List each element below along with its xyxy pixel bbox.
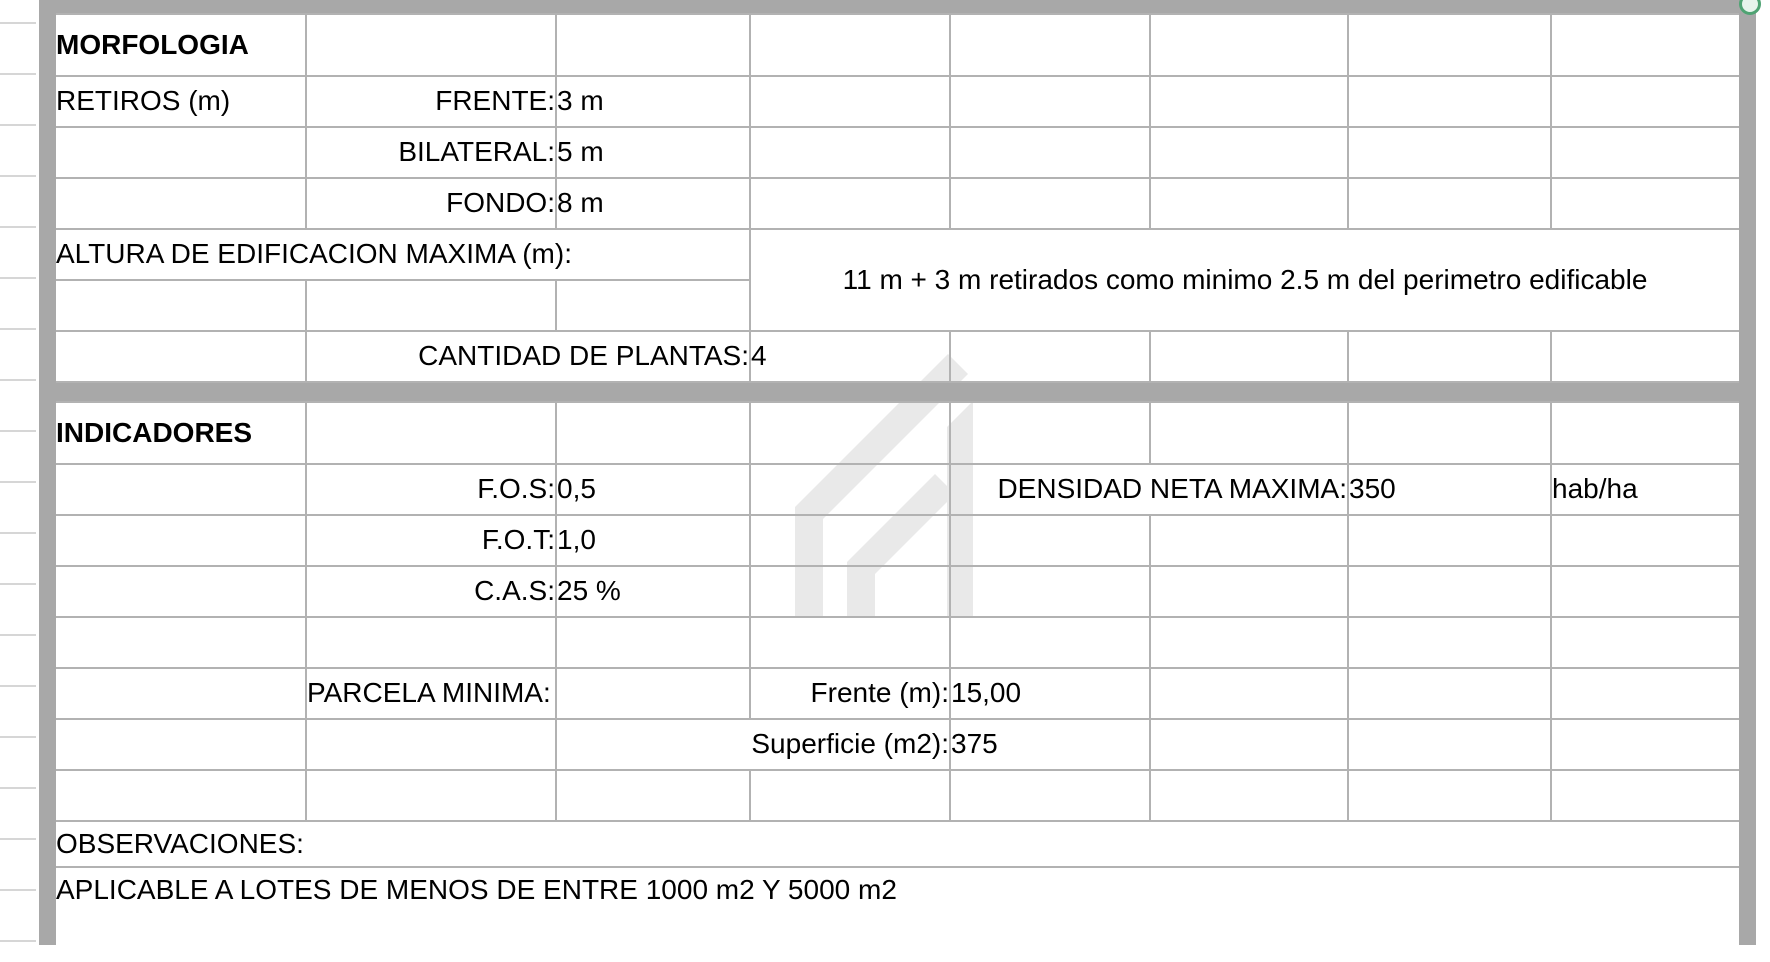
cell-fos-label[interactable]: F.O.S: — [306, 464, 556, 515]
cell-observaciones-note[interactable]: APLICABLE A LOTES DE MENOS DE ENTRE 1000 m2 Y 5000 m2 — [56, 867, 1739, 913]
cell[interactable] — [1348, 402, 1551, 464]
cell[interactable] — [750, 770, 950, 821]
cell[interactable] — [1551, 617, 1739, 668]
cell[interactable] — [1150, 719, 1348, 770]
cell[interactable] — [306, 280, 556, 331]
cell[interactable] — [750, 76, 950, 127]
row-gridline-ticks — [0, 0, 36, 962]
cell-parcela-frente-label[interactable]: Frente (m): — [750, 668, 950, 719]
cell-bilateral-label[interactable]: BILATERAL: — [306, 127, 556, 178]
cell[interactable] — [1150, 515, 1348, 566]
cell-retiros-label[interactable]: RETIROS (m) — [56, 76, 306, 127]
cell[interactable] — [750, 617, 950, 668]
cell-parcela-frente-value[interactable]: 15,00 — [950, 668, 1150, 719]
cell[interactable] — [950, 331, 1150, 382]
cell-cas-value[interactable]: 25 % — [556, 566, 750, 617]
cell-densidad-value[interactable]: 350 — [1348, 464, 1551, 515]
cell-plantas-label[interactable]: CANTIDAD DE PLANTAS: — [306, 331, 750, 382]
cell-observaciones-title[interactable]: OBSERVACIONES: — [56, 821, 1739, 867]
cell-fot-label[interactable]: F.O.T: — [306, 515, 556, 566]
cell-parcela-label[interactable]: PARCELA MINIMA: — [306, 668, 556, 719]
cell-densidad-label[interactable]: DENSIDAD NETA MAXIMA: — [950, 464, 1348, 515]
cell[interactable] — [306, 719, 556, 770]
cell[interactable] — [1150, 566, 1348, 617]
cell[interactable] — [950, 76, 1150, 127]
cell-altura-label[interactable]: ALTURA DE EDIFICACION MAXIMA (m): — [56, 229, 750, 280]
cell[interactable] — [1348, 617, 1551, 668]
cell[interactable] — [1348, 719, 1551, 770]
cell[interactable] — [56, 464, 306, 515]
indicadores-section — [56, 401, 1739, 913]
cell[interactable] — [950, 566, 1150, 617]
cell[interactable] — [556, 14, 750, 76]
selection-border-right — [1739, 0, 1756, 945]
cell-superficie-value[interactable]: 375 — [950, 719, 1150, 770]
cell[interactable] — [750, 127, 950, 178]
cell[interactable] — [750, 402, 950, 464]
cell[interactable] — [56, 280, 306, 331]
cell[interactable] — [306, 402, 556, 464]
cell[interactable] — [1348, 14, 1551, 76]
cell[interactable] — [1150, 617, 1348, 668]
cell[interactable] — [556, 280, 750, 331]
cell[interactable] — [1150, 668, 1348, 719]
cell[interactable] — [556, 668, 750, 719]
cell[interactable] — [1348, 770, 1551, 821]
cell[interactable] — [56, 719, 306, 770]
cell[interactable] — [1348, 331, 1551, 382]
cell-frente-value[interactable]: 3 m — [556, 76, 750, 127]
cell[interactable] — [1150, 14, 1348, 76]
cell-morfologia-title[interactable]: MORFOLOGIA — [56, 14, 306, 76]
cell-superficie-label[interactable]: Superficie (m2): — [556, 719, 950, 770]
cell-indicadores-title[interactable]: INDICADORES — [56, 402, 306, 464]
cell[interactable] — [306, 14, 556, 76]
cell-fondo-label[interactable]: FONDO: — [306, 178, 556, 229]
cell-fondo-value[interactable]: 8 m — [556, 178, 750, 229]
cell-bilateral-value[interactable]: 5 m — [556, 127, 750, 178]
cell[interactable] — [1348, 566, 1551, 617]
cell[interactable] — [56, 331, 306, 382]
cell-fot-value[interactable]: 1,0 — [556, 515, 750, 566]
cell[interactable] — [950, 402, 1150, 464]
cell[interactable] — [1348, 515, 1551, 566]
cell[interactable] — [950, 127, 1150, 178]
cell[interactable] — [1348, 668, 1551, 719]
cell[interactable] — [1551, 566, 1739, 617]
cell-altura-value[interactable]: 11 m + 3 m retirados como minimo 2.5 m del perimetro edificable — [750, 229, 1739, 331]
cell[interactable] — [1551, 331, 1739, 382]
cell[interactable] — [306, 770, 556, 821]
cell[interactable] — [950, 770, 1150, 821]
cell[interactable] — [1348, 127, 1551, 178]
cell-cas-label[interactable]: C.A.S: — [306, 566, 556, 617]
cell[interactable] — [1150, 127, 1348, 178]
cell[interactable] — [556, 402, 750, 464]
selection-border-top — [39, 0, 1756, 13]
cell[interactable] — [1551, 178, 1739, 229]
cell[interactable] — [1551, 719, 1739, 770]
cell[interactable] — [750, 566, 950, 617]
cell[interactable] — [56, 668, 306, 719]
morfologia-section — [56, 13, 1739, 383]
cell[interactable] — [750, 178, 950, 229]
cell[interactable] — [1150, 331, 1348, 382]
cell-plantas-value[interactable]: 4 — [750, 331, 950, 382]
cell[interactable] — [56, 617, 306, 668]
cell[interactable] — [1150, 76, 1348, 127]
cell[interactable] — [950, 14, 1150, 76]
cell[interactable] — [1551, 402, 1739, 464]
cell[interactable] — [56, 515, 306, 566]
cell[interactable] — [1551, 76, 1739, 127]
cell[interactable] — [556, 617, 750, 668]
cell[interactable] — [750, 515, 950, 566]
cell[interactable] — [750, 464, 950, 515]
cell[interactable] — [556, 770, 750, 821]
cell[interactable] — [1348, 76, 1551, 127]
cell[interactable] — [1150, 178, 1348, 229]
cell[interactable] — [1551, 515, 1739, 566]
cell-densidad-unit[interactable]: hab/ha — [1551, 464, 1739, 515]
cell[interactable] — [750, 14, 950, 76]
cell[interactable] — [56, 566, 306, 617]
cell[interactable] — [950, 515, 1150, 566]
cell-frente-label[interactable]: FRENTE: — [306, 76, 556, 127]
cell[interactable] — [1551, 127, 1739, 178]
cell[interactable] — [56, 178, 306, 229]
section-separator-band — [39, 381, 1756, 401]
cell[interactable] — [1551, 770, 1739, 821]
cell[interactable] — [306, 617, 556, 668]
cell[interactable] — [1150, 402, 1348, 464]
cell[interactable] — [1551, 668, 1739, 719]
cell[interactable] — [1150, 770, 1348, 821]
cell[interactable] — [1551, 14, 1739, 76]
cell-fos-value[interactable]: 0,5 — [556, 464, 750, 515]
cell[interactable] — [1348, 178, 1551, 229]
cell[interactable] — [950, 178, 1150, 229]
cell[interactable] — [56, 127, 306, 178]
selection-border-left — [39, 0, 56, 945]
cell[interactable] — [56, 770, 306, 821]
cell[interactable] — [950, 617, 1150, 668]
